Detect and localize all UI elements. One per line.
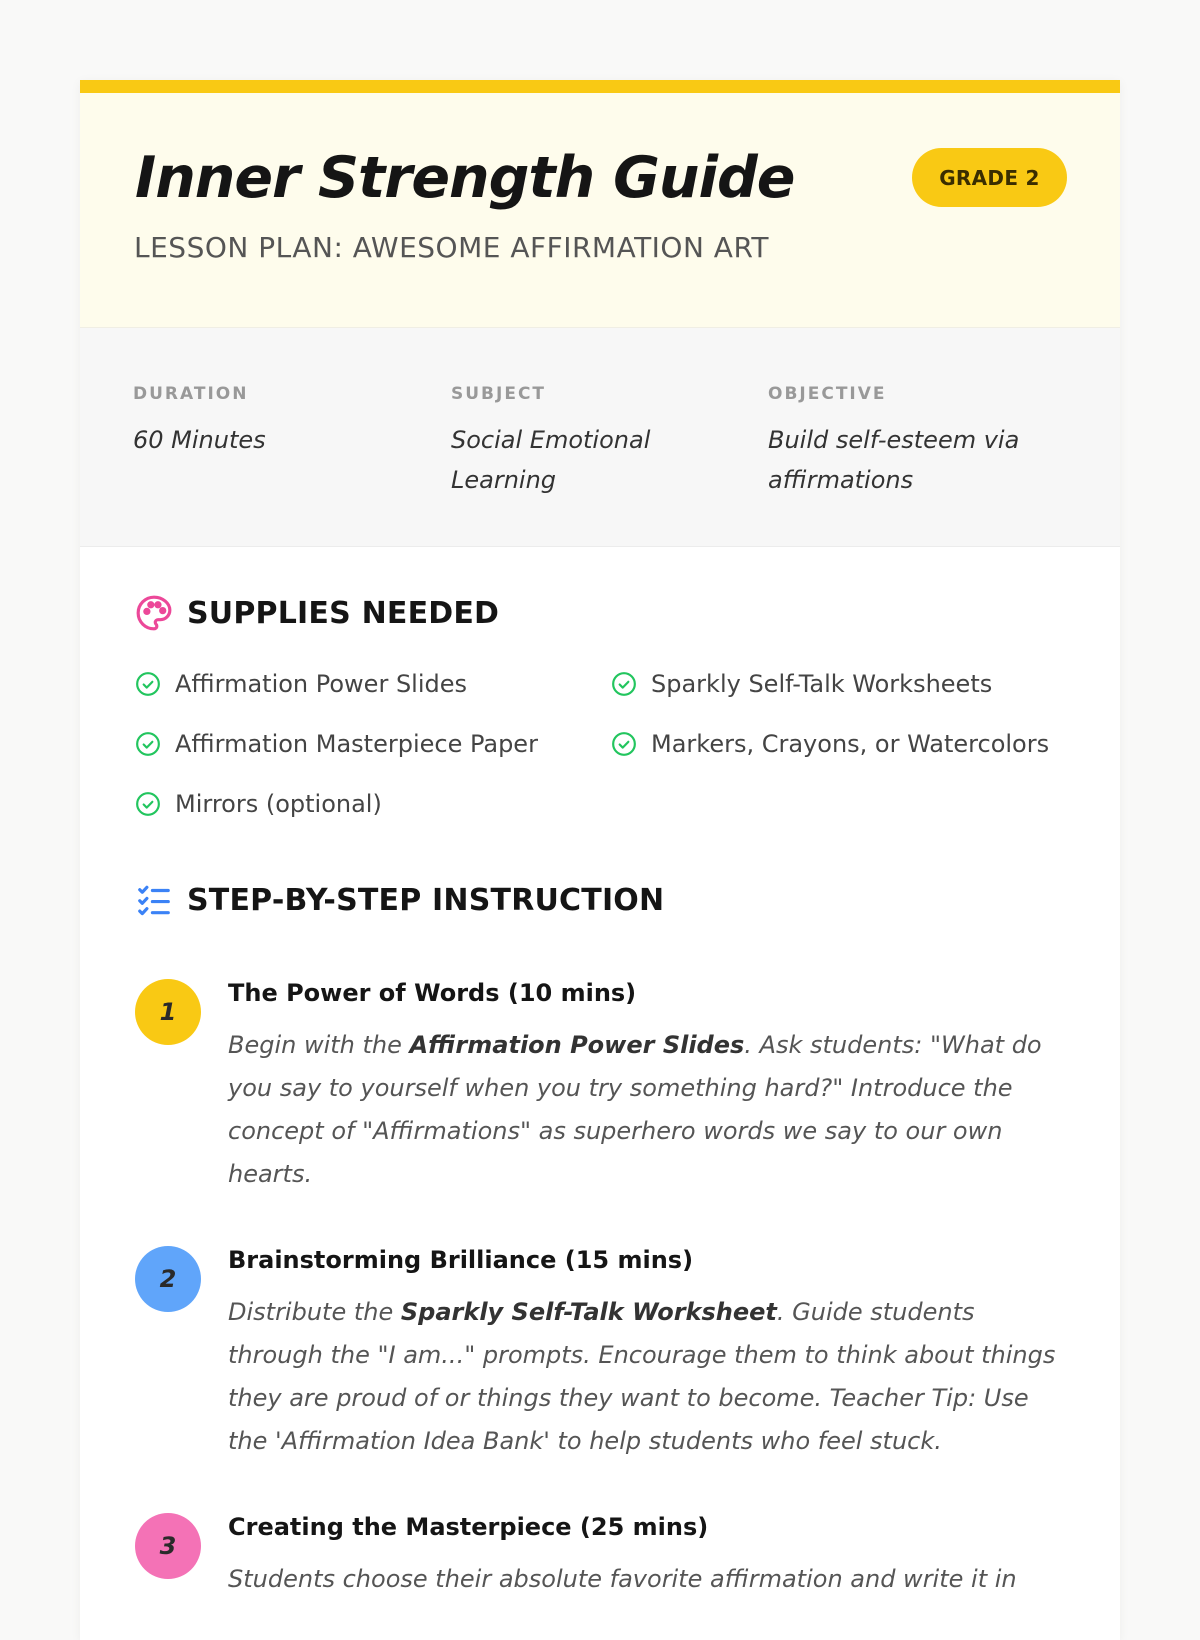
step-text-bold: Sparkly Self-Talk Worksheet — [400, 1298, 777, 1326]
step-text — [228, 1558, 1058, 1601]
meta-panel — [80, 328, 1120, 547]
supplies-list — [135, 670, 1075, 817]
header — [80, 93, 1120, 328]
step-text — [228, 1024, 1058, 1196]
step-text-part: Students choose their absolute favorite affirmation and write it in — [228, 1565, 1017, 1593]
step-text-part: . Ask students: "What do you say to yourself when you try something hard?" Introduce the concept of "Affirmations" as superhero words we say to our own hearts. — [228, 1031, 1042, 1188]
grade-badge: GRADE 2 — [912, 148, 1067, 207]
meta-value: 60 Minutes — [133, 426, 266, 454]
supply-label: Affirmation Power Slides — [175, 669, 468, 698]
step-title: The Power of Words (10 mins) — [228, 979, 637, 1007]
meta-duration — [133, 384, 423, 460]
step-3 — [135, 1513, 1075, 1613]
step-number-badge: 1 — [135, 979, 201, 1045]
meta-label: SUBJECT — [451, 384, 547, 404]
list-item — [135, 730, 611, 757]
step-text — [228, 1291, 1058, 1463]
accent-bar — [80, 80, 1120, 93]
step-text-bold: Affirmation Power Slides — [409, 1031, 745, 1059]
supply-label: Affirmation Masterpiece Paper — [175, 729, 538, 758]
list-item — [135, 670, 611, 697]
meta-label: OBJECTIVE — [768, 384, 887, 404]
step-text-part: Begin with the — [228, 1031, 410, 1059]
step-number-badge: 2 — [135, 1246, 201, 1312]
list-item — [135, 790, 611, 817]
supply-label: Markers, Crayons, or Watercolors — [651, 729, 1050, 758]
check-circle-icon — [135, 671, 161, 697]
check-circle-icon — [135, 731, 161, 757]
page-title: Inner Strength Guide — [135, 145, 795, 211]
list-checks-icon — [135, 881, 173, 919]
step-1 — [135, 979, 1075, 1219]
check-circle-icon — [135, 791, 161, 817]
instructions-heading — [135, 881, 664, 919]
check-circle-icon — [611, 671, 637, 697]
supply-label: Sparkly Self-Talk Worksheets — [651, 669, 993, 698]
meta-value: Build self-esteem via affirmations — [768, 426, 1020, 494]
meta-value: Social Emotional Learning — [451, 426, 651, 494]
step-title: Creating the Masterpiece (25 mins) — [228, 1513, 709, 1541]
step-text-part: . Guide students through the "I am..." prompts. Encourage them to think about things they are proud of or things they want to become. Teacher Tip: Use the 'Affirmation Idea Bank' to help students who feel stuck. — [228, 1298, 1056, 1455]
section-title: SUPPLIES NEEDED — [187, 595, 500, 631]
step-title: Brainstorming Brilliance (15 mins) — [228, 1246, 694, 1274]
palette-icon — [135, 594, 173, 632]
page-subtitle: LESSON PLAN: AWESOME AFFIRMATION ART — [134, 231, 769, 264]
lesson-card — [80, 80, 1120, 1640]
step-number-badge: 3 — [135, 1513, 201, 1579]
meta-subject — [451, 384, 741, 500]
supply-label: Mirrors (optional) — [175, 789, 382, 818]
step-text-part: Distribute the — [228, 1298, 401, 1326]
step-2 — [135, 1246, 1075, 1486]
meta-objective — [768, 384, 1058, 500]
list-item — [611, 730, 1075, 757]
meta-label: DURATION — [133, 384, 249, 404]
check-circle-icon — [611, 731, 637, 757]
list-item — [611, 670, 1075, 697]
section-title: STEP-BY-STEP INSTRUCTION — [187, 882, 665, 918]
supplies-heading — [135, 594, 499, 632]
